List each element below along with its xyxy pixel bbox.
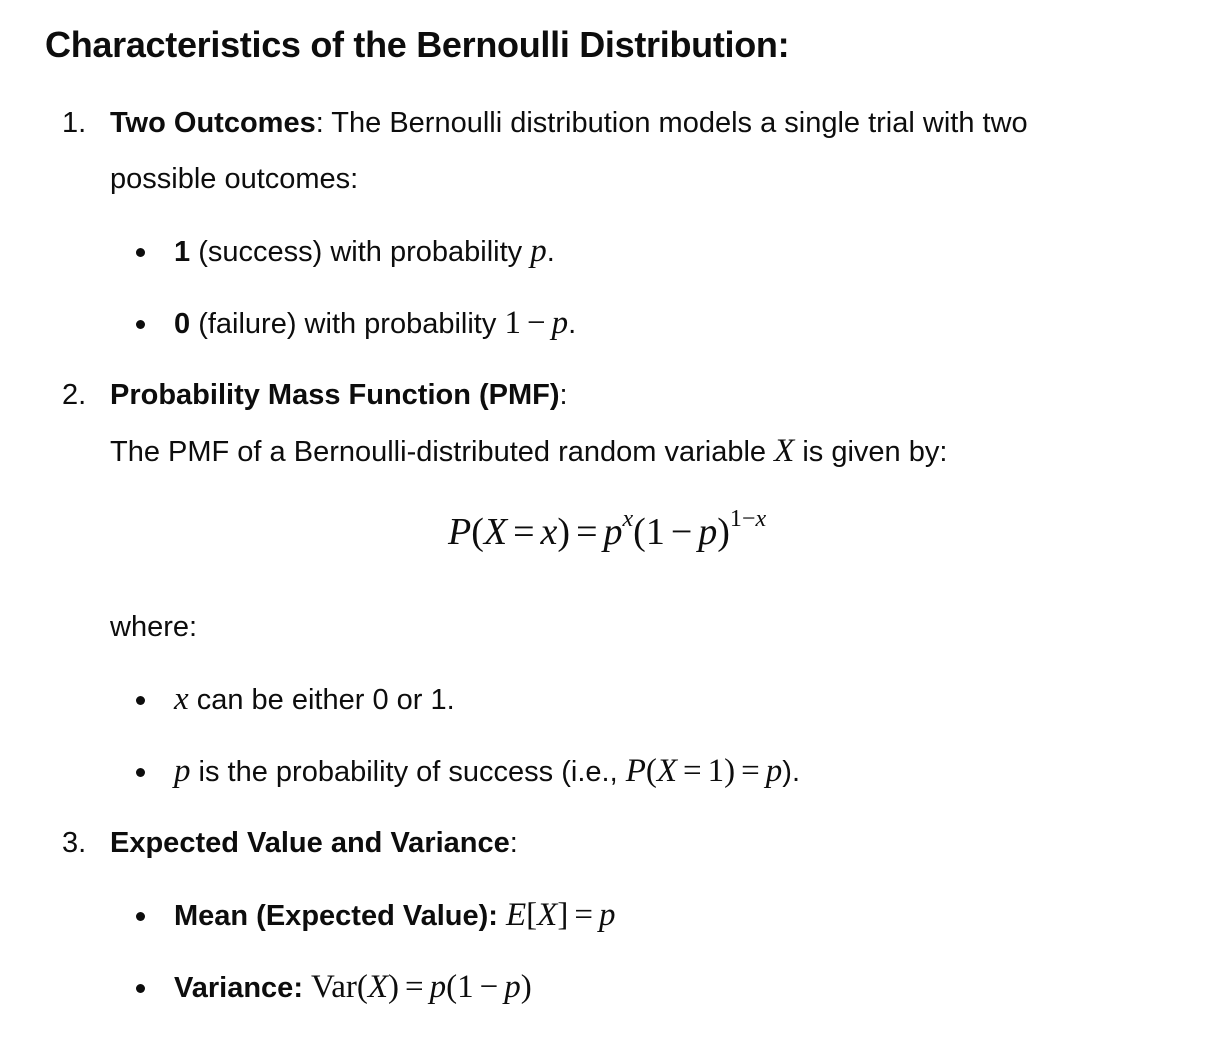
section-1-intro: [110, 103, 1028, 143]
section-2-heading-line: [110, 375, 568, 415]
math-P: P: [448, 511, 472, 553]
math-paren: (: [446, 969, 458, 1005]
math-paren: ): [717, 511, 730, 553]
math-minus: −: [479, 969, 499, 1005]
punctuation: .: [568, 308, 577, 340]
section-1-intro-continued: possible outcomes:: [110, 163, 359, 195]
math-exponent-x: x: [755, 506, 767, 532]
list-item-text: can be either 0 or 1.: [188, 684, 455, 716]
math-X: X: [483, 511, 508, 553]
list-number-1: 1.: [62, 107, 87, 139]
math-equals: =: [741, 753, 760, 789]
bullet-dot: [136, 984, 145, 993]
bullet-dot: [136, 912, 145, 921]
math-p: p: [530, 233, 547, 269]
math-paren: ): [724, 753, 736, 789]
variance-label: Variance:: [174, 972, 303, 1004]
bullet-dot: [136, 696, 145, 705]
math-p: p: [551, 305, 569, 341]
math-paren: (: [633, 511, 646, 553]
list-item-p-definition: [174, 751, 800, 792]
math-paren: (: [471, 511, 484, 553]
list-item-success: [174, 231, 555, 272]
math-p: p: [429, 969, 447, 1005]
math-exponent-one: 1: [729, 506, 742, 532]
value-zero: 0: [174, 308, 191, 340]
math-p: p: [698, 511, 718, 553]
section-3-heading-line: [110, 823, 518, 863]
math-paren: (: [356, 969, 368, 1005]
list-item-x-values: [174, 679, 455, 720]
section-1-intro-text: : The Bernoulli distribution models a single trial with two: [315, 107, 1028, 139]
section-1-heading: Two Outcomes: [110, 107, 316, 139]
punctuation: :: [559, 379, 568, 411]
list-item-failure: [174, 303, 576, 344]
punctuation: ).: [782, 756, 800, 788]
math-exponent-x: x: [622, 506, 634, 532]
math-one: 1: [504, 305, 521, 341]
math-minus: −: [670, 511, 693, 553]
math-p: p: [765, 753, 783, 789]
math-x: x: [540, 511, 558, 553]
math-paren: (: [645, 753, 657, 789]
list-item-text: is the probability of success (i.e.,: [190, 756, 626, 788]
list-number-2: 2.: [62, 379, 87, 411]
math-bracket: [: [526, 897, 538, 933]
value-one: 1: [174, 236, 191, 268]
page-title: Characteristics of the Bernoulli Distribution:: [45, 24, 790, 65]
math-paren: ): [557, 511, 571, 553]
math-equals: =: [683, 753, 702, 789]
math-equals: =: [574, 897, 593, 933]
bullet-dot: [136, 320, 145, 329]
math-X: X: [537, 897, 558, 933]
where-label: where:: [110, 611, 198, 643]
math-equals: =: [405, 969, 424, 1005]
math-paren: ): [520, 969, 532, 1005]
math-p: p: [598, 897, 616, 933]
mean-label: Mean (Expected Value):: [174, 900, 498, 932]
list-item-text: (success) with probability: [190, 236, 531, 268]
math-one: 1: [645, 511, 665, 553]
pmf-description-text-end: is given by:: [794, 436, 948, 468]
math-minus: −: [526, 305, 546, 341]
math-one: 1: [457, 969, 474, 1005]
math-p: p: [603, 511, 623, 553]
math-E: E: [506, 897, 527, 933]
math-Var: Var: [311, 969, 357, 1005]
math-p: p: [174, 753, 191, 789]
pmf-description-text: The PMF of a Bernoulli-distributed random variable: [110, 436, 775, 468]
pmf-formula: [448, 508, 766, 561]
section-3-heading: Expected Value and Variance: [110, 827, 510, 859]
section-2-heading: Probability Mass Function (PMF): [110, 379, 560, 411]
list-item-mean: [174, 895, 615, 936]
math-X: X: [656, 753, 678, 789]
bullet-dot: [136, 248, 145, 257]
punctuation: :: [509, 827, 518, 859]
math-x: x: [174, 681, 189, 717]
pmf-description: [110, 431, 947, 472]
math-X: X: [367, 969, 389, 1005]
math-paren: ): [388, 969, 400, 1005]
math-P: P: [625, 753, 646, 789]
math-p: p: [504, 969, 521, 1005]
math-exponent-minus: −: [741, 506, 756, 532]
math-equals: =: [576, 511, 598, 553]
list-item-variance: [174, 967, 532, 1008]
math-equals: =: [513, 511, 535, 553]
math-bracket: ]: [557, 897, 569, 933]
math-one: 1: [707, 753, 725, 789]
punctuation: .: [546, 236, 555, 268]
list-item-text: (failure) with probability: [190, 308, 505, 340]
math-X: X: [774, 433, 795, 469]
bullet-dot: [136, 768, 145, 777]
list-number-3: 3.: [62, 827, 87, 859]
